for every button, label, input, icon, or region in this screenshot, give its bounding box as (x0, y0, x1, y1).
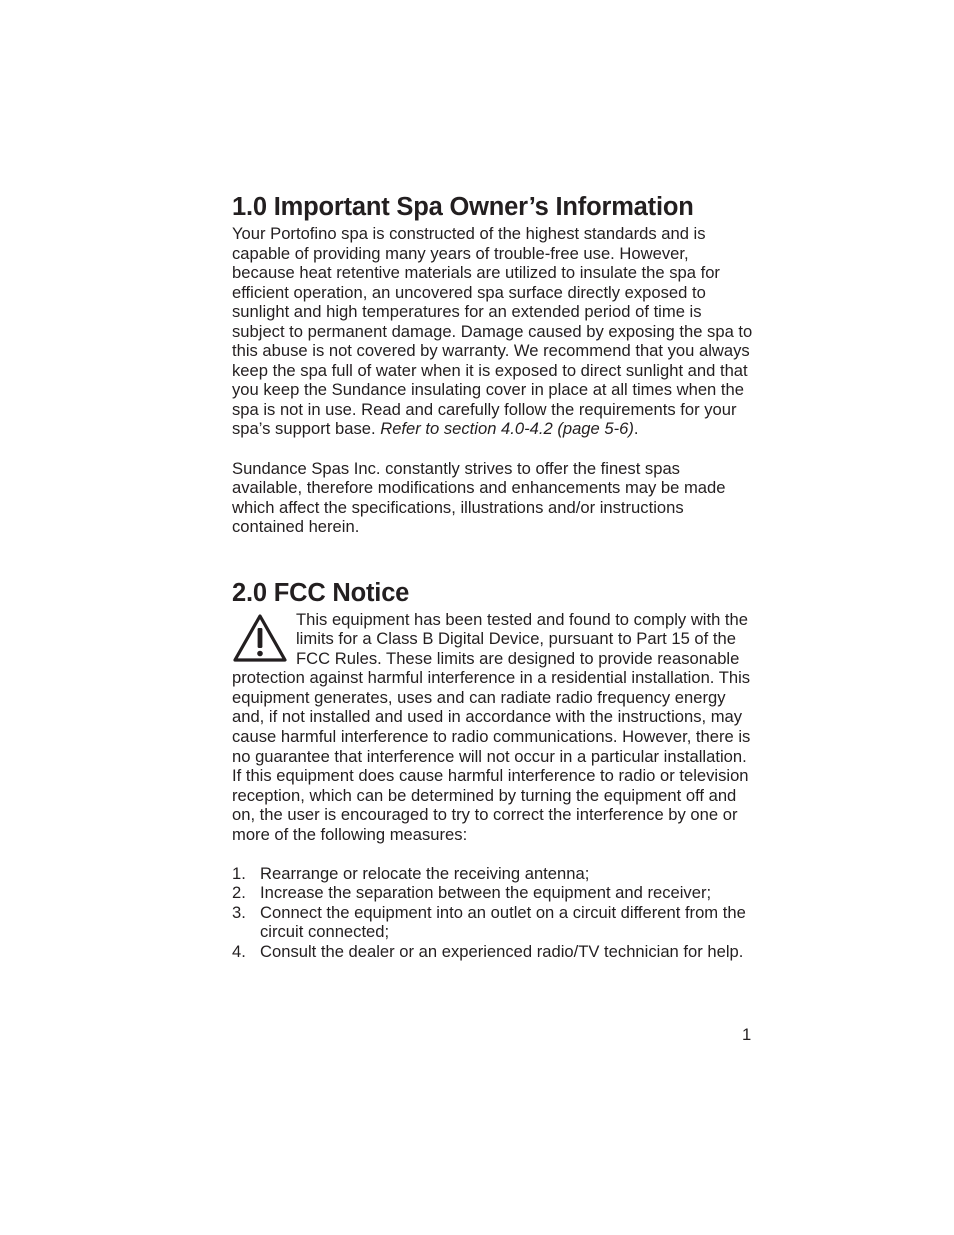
list-item-number: 1. (232, 863, 246, 883)
section-fcc-notice (232, 576, 754, 962)
list-item-text: Connect the equipment into an outlet on a circuit different from the circuit connected; (260, 902, 746, 942)
list-item-number: 3. (232, 902, 246, 922)
list-item (232, 942, 754, 962)
section-heading-fcc-notice: 2.0 FCC Notice (232, 578, 410, 607)
list-item (232, 903, 754, 942)
list-item-text: Increase the separation between the equipment and receiver; (260, 883, 712, 903)
owners-information-paragraph (232, 224, 754, 439)
fcc-measures-list (232, 864, 754, 962)
list-item (232, 883, 754, 903)
list-item-text: Consult the dealer or an experienced radio/TV technician for help. (260, 941, 744, 961)
section-reference: Refer to section 4.0-4.2 (page 5-6) (380, 419, 634, 439)
owners-information-text: Your Portofino spa is constructed of the highest standards and is capable of providing many years of trouble-free use. However, because heat retentive materials are utilized to insulate the spa for efficient operation, an uncovered spa surface directly exposed to sunlight and high temperatures for an extended period of time is subject to permanent damage. Damage caused by exposing the spa to this abuse is not covered by warranty. We recommend that you always keep the spa full of water when it is exposed to direct sunlight and that you keep the Sundance insulating cover in place at all times when the spa is not in use. Read and carefully follow the requirements for your spa’s support base. (232, 224, 753, 439)
warning-triangle-icon (232, 613, 288, 665)
list-item-number: 4. (232, 941, 246, 961)
page-number: 1 (742, 1025, 752, 1044)
list-item-number: 2. (232, 883, 246, 903)
section-heading-owners-information: 1.0 Important Spa Owner’s Information (232, 193, 694, 221)
fcc-notice-body (232, 610, 754, 845)
list-item (232, 864, 754, 884)
list-item-text: Rearrange or relocate the receiving antenna; (260, 863, 590, 883)
owners-information-end: . (633, 419, 639, 439)
document-page (232, 190, 754, 962)
section-owners-information (232, 190, 754, 537)
modifications-paragraph: Sundance Spas Inc. constantly strives to offer the finest spas available, therefore modifications and enhancements may be made which affect the specifications, illustrations and/or instructions contained herein. (232, 458, 726, 537)
fcc-notice-text: This equipment has been tested and found to comply with the limits for a Class B Digital Device, pursuant to Part 15 of the FCC Rules. These limits are designed to provide reasonable protection against harmful interference in a residential installation. This equipment generates, uses and can radiate radio frequency energy and, if not installed and used in accordance with the instructions, may cause harmful interference to radio communications. However, there is no guarantee that interference will not occur in a particular installation. If this equipment does cause harmful interference to radio or television reception, which can be determined by turning the equipment off and on, the user is encouraged to try to correct the interference by one or more of the following measures: (232, 609, 751, 844)
